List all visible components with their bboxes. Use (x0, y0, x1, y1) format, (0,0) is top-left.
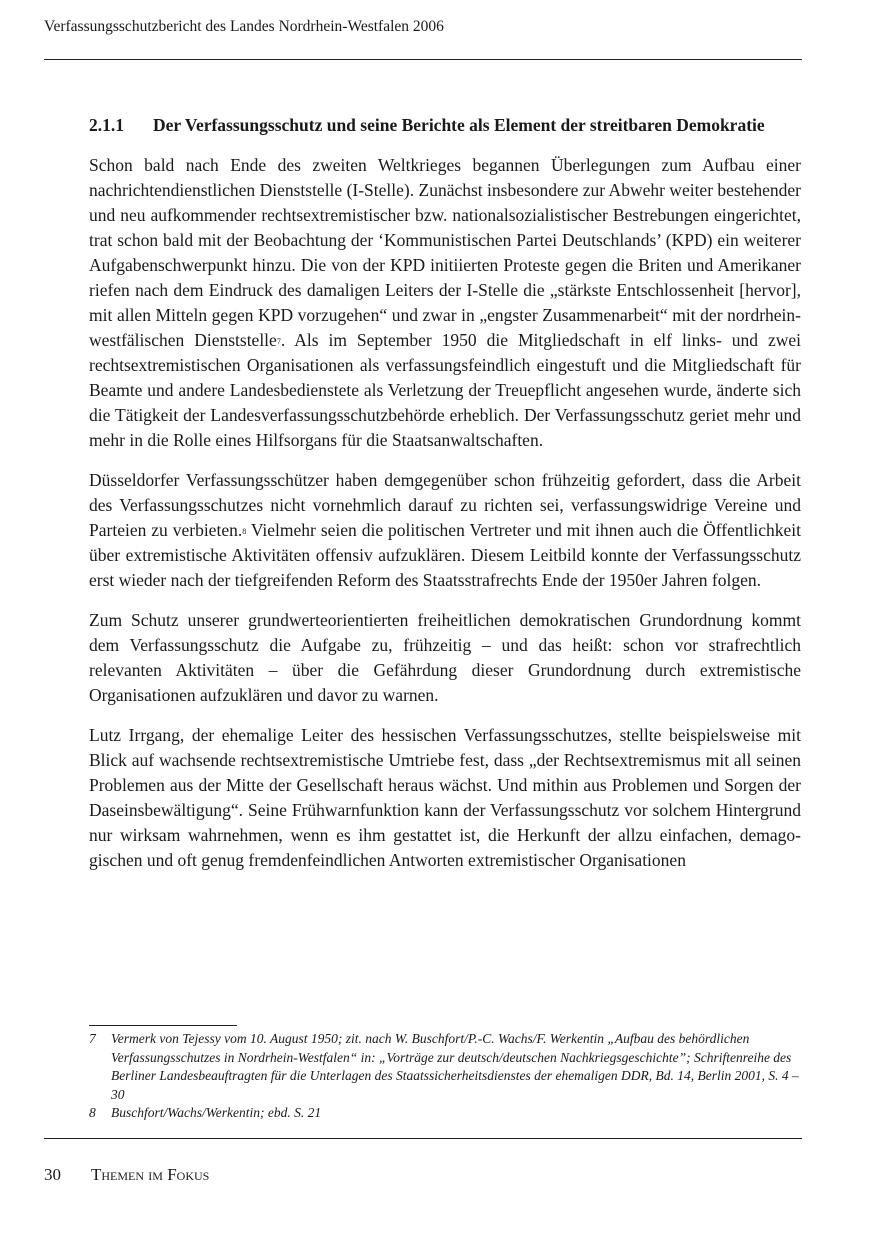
footer-section-label: Themen im Fokus (91, 1165, 210, 1184)
footnote (89, 1104, 801, 1123)
paragraph-text: . Als im September 1950 die Mitgliedschaft in elf links- und zwei rechtsextremistischen Organisationen als verfassungsfeindlich eingestuft und die Mitgliedschaft für Beamte und andere Landesbedienstete als Verletzung der Treuepflicht angesehen wurde, änderte sich die Tätigkeit der Landesverfassungsschutzbehörde erheblich. Der Verfassungsschutz geriet mehr und mehr in die Rolle eines Hilfsorgans für die Staatsanwaltschaften. (89, 330, 801, 450)
footnote-text: Buschfort/Wachs/Werkentin; ebd. S. 21 (111, 1105, 322, 1120)
paragraph-text: Vielmehr seien die politischen Vertreter und mit ihnen auch die Öffentlichkeit über extremistische Aktivitäten offensiv aufzuklären. Diesem Leitbild konnte der Verfassungsschutz erst wieder nach der tiefgreifenden Reform des Staatsstrafrechts Ende der 1950er Jahren folgen. (89, 520, 801, 590)
page-footer (44, 1164, 209, 1186)
section-title: Der Verfassungsschutz und seine Berichte als Element der streitbaren Demokratie (153, 115, 765, 135)
header-rule (44, 59, 802, 60)
section-number: 2.1.1 (89, 115, 124, 135)
footnote-reference: 7 (276, 337, 281, 346)
page-number: 30 (44, 1165, 61, 1184)
paragraph-1 (89, 153, 801, 453)
footnote-number: 8 (89, 1105, 96, 1120)
section-heading (89, 113, 801, 138)
main-content (89, 113, 801, 888)
footer-rule (44, 1138, 802, 1139)
footnote-number: 7 (89, 1031, 96, 1046)
paragraph-4: Lutz Irrgang, der ehemalige Leiter des hessischen Verfassungsschutzes, stellte beispielsweise mit Blick auf wachsende rechtsextremistische Umtriebe fest, dass „der Rechtsextremismus mit all seinen Problemen aus der Mitte der Gesellschaft heraus wächst. Und mithin aus Problemen und Sorgen der Daseinsbewältigung“. Seine Frühwarnfunktion kann der Verfassungsschutz vor solchem Hintergrund nur wirksam wahrnehmen, wenn es ihm gestattet ist, die Herkunft der allzu einfachen, demagogischen und oft genug fremdenfeindlichen Antworten extremistischer Organisationen (89, 725, 801, 870)
footnote-text: Vermerk von Tejessy vom 10. August 1950; zit. nach W. Buschfort/P.-C. Wachs/F. Werkentin „Aufbau des behördlichen Verfassungsschutzes in Nordrhein-Westfalen“ in: „Vorträge zur deutsch/deutschen Nachkriegsgeschichte”; Schriftenreihe des Berliner Landesbeauftragten für die Unterlagen des Staatssicherheitsdienstes der ehemaligen DDR, Bd. 14, Berlin 2001, S. 4 – 30 (111, 1031, 799, 1102)
footnote-separator (89, 1025, 237, 1026)
paragraph-2 (89, 468, 801, 593)
paragraph-text: Düsseldorfer Verfassungsschützer haben demgegenüber schon frühzeitig gefordert, dass die Arbeit des Verfassungsschutzes nicht vornehmlich darauf zu richten sei, verfassungswidrige Vereine und Parteien zu verbieten. (89, 470, 801, 540)
paragraph-text: Schon bald nach Ende des zweiten Weltkrieges begannen Überlegungen zum Aufbau einer nachrichtendienstlichen Dienststelle (I-Stelle). Zunächst insbesondere zur Abwehr weiter bestehender und neu aufkommender rechtsextremistischer bzw. nationalsozialistischer Bestrebungen eingerichtet, trat schon bald mit der Beobachtung der ‘Kommunistischen Partei Deutschlands’ (KPD) ein weiterer Aufgabenschwerpunkt hinzu. Die von der KPD initiierten Proteste gegen die Briten und Amerikaner riefen nach dem Eindruck des damaligen Leiters der I-Stelle die „stärkste Entschlossenheit [hervor], mit allen Mitteln gegen KPD vorzugehen“ und zwar in „engster Zusammenarbeit“ mit der nordrhein-westfälischen Dienststelle (89, 155, 801, 350)
footnote-reference: 8 (242, 527, 247, 536)
footnotes (89, 1030, 801, 1123)
paragraph-3: Zum Schutz unserer grundwerteorientierten freiheitlichen demokratischen Grundordnung kommt dem Verfassungsschutz die Aufgabe zu, frühzeitig – und das heißt: schon vor strafrechtlich relevanten Aktivitäten – über die Gefährdung dieser Grundordnung durch extremistische Organisationen aufzuklären und davor zu warnen. (89, 610, 801, 705)
footnote (89, 1030, 801, 1104)
running-header: Verfassungsschutzbericht des Landes Nordrhein-Westfalen 2006 (44, 18, 444, 35)
